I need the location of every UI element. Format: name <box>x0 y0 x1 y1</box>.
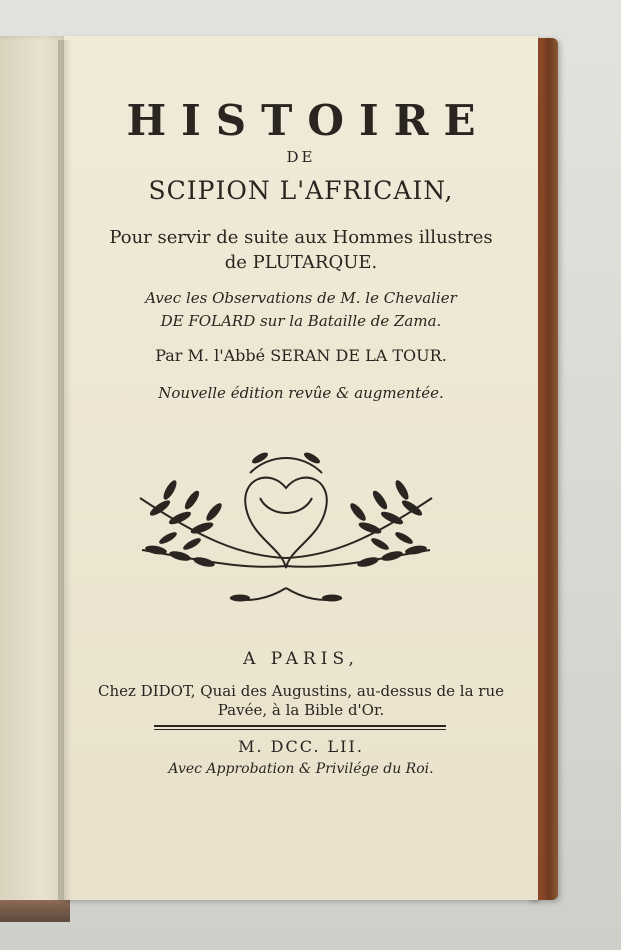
title-page <box>64 36 538 900</box>
book-gutter <box>58 40 72 900</box>
double-rule-top <box>154 725 446 727</box>
publisher-line-1: Chez DIDOT, Quai des Augustins, au-dessus de la rue <box>97 682 505 700</box>
title-connector: DE <box>286 148 316 166</box>
foliage-ornament-icon <box>120 438 452 608</box>
double-rule-bottom <box>154 729 446 730</box>
purpose-line-2: de PLUTARQUE. <box>224 252 378 273</box>
edition-line: Nouvelle édition revûe & augmentée. <box>158 384 444 402</box>
observations-line-2: DE FOLARD sur la Bataille de Zama. <box>160 312 442 330</box>
royal-privilege-line: Avec Approbation & Privilége du Roi. <box>168 761 434 777</box>
left-cover-edge <box>0 900 70 922</box>
purpose-line-1: Pour servir de suite aux Hommes illustres <box>109 227 493 248</box>
book-title: HISTOIRE <box>126 96 491 145</box>
book-subject: SCIPION L'AFRICAIN, <box>148 176 454 205</box>
publisher-line-2: Pavée, à la Bible d'Or. <box>217 701 385 719</box>
observations-line-1: Avec les Observations de M. le Chevalier <box>145 289 457 307</box>
author-line: Par M. l'Abbé SERAN DE LA TOUR. <box>155 346 447 365</box>
place-of-publication: A PARIS, <box>243 649 359 669</box>
publication-year: M. DCC. LII. <box>238 737 364 756</box>
